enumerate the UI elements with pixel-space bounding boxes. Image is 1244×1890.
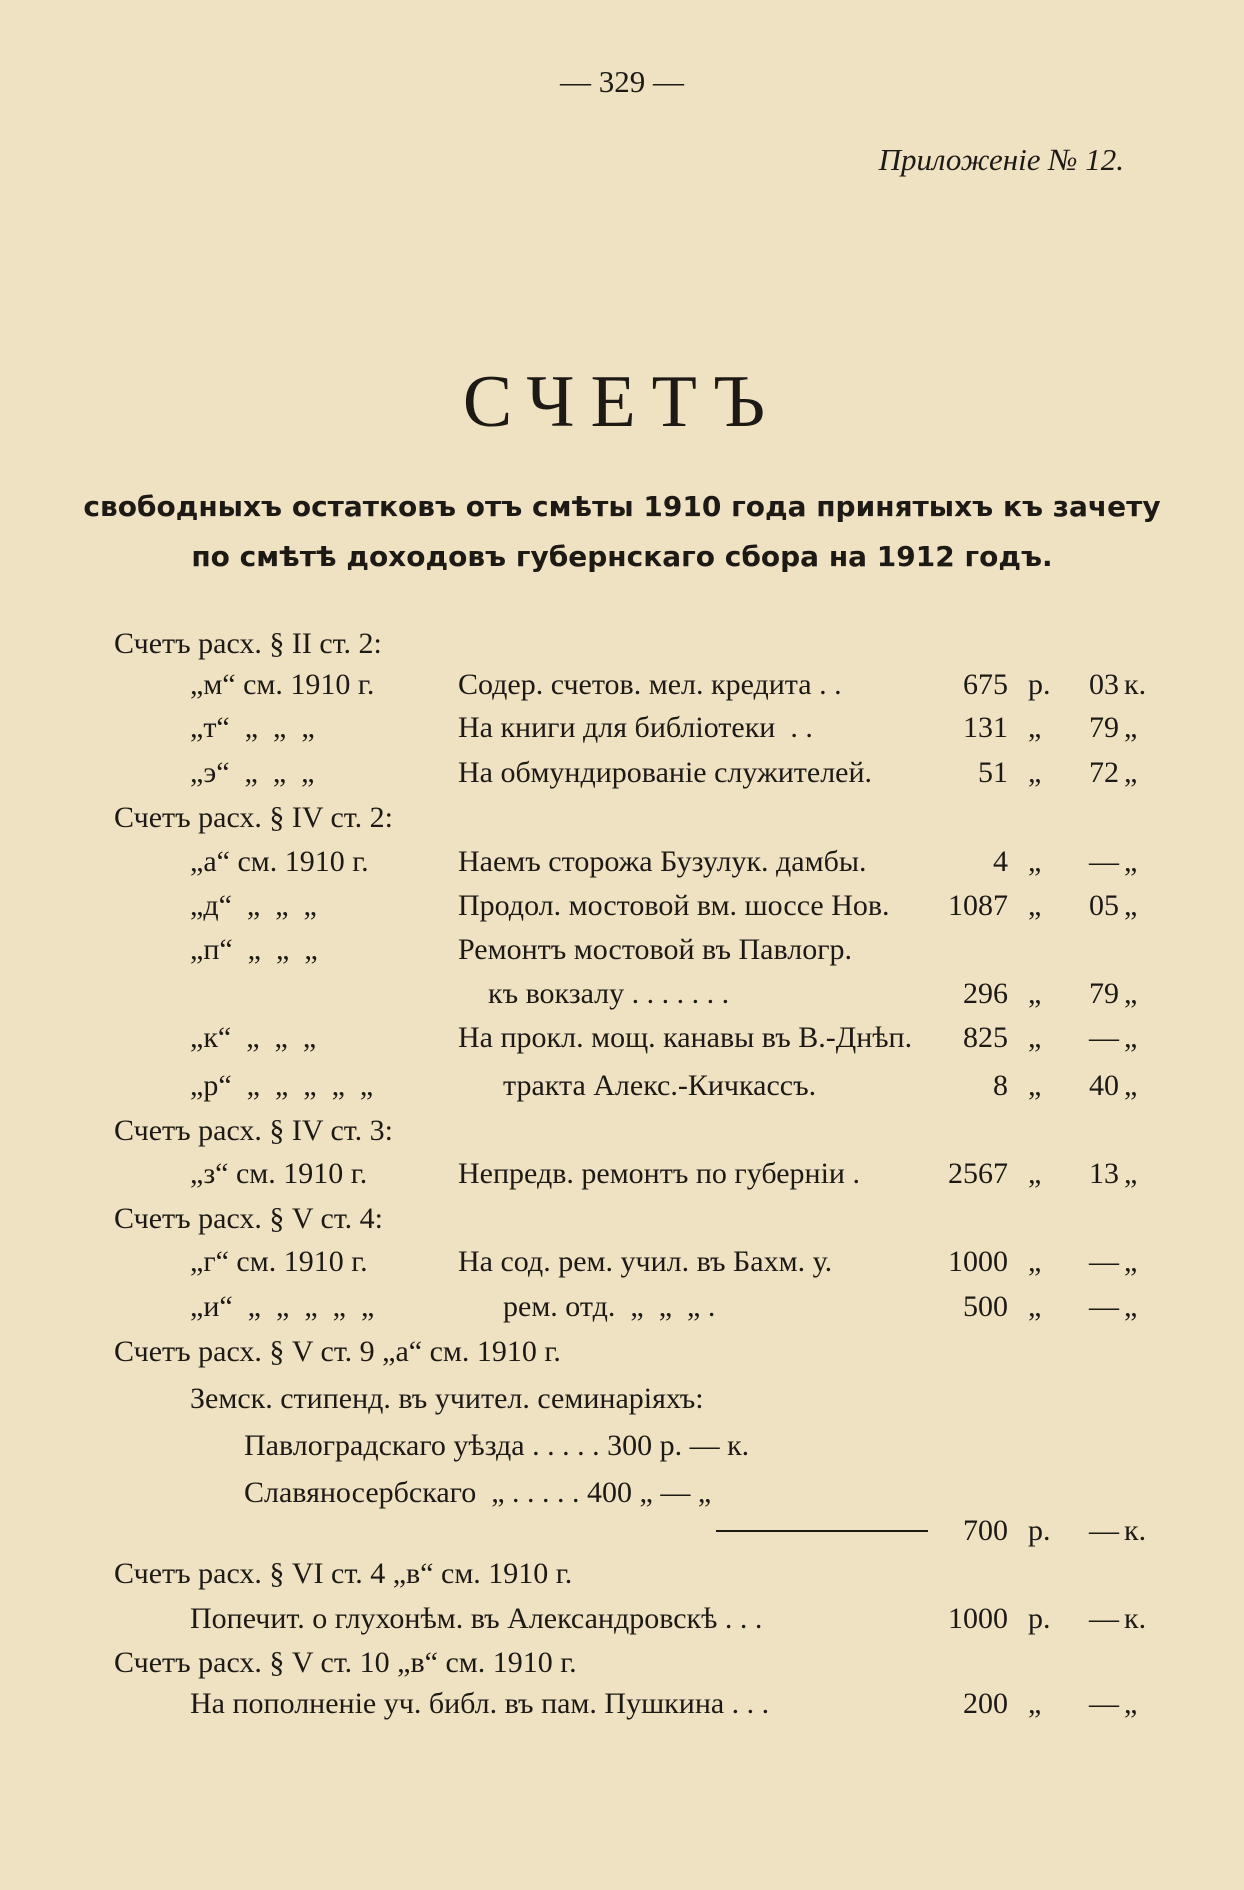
document-title: СЧЕТЪ — [462, 361, 782, 443]
entry-amount: 500 — [963, 1290, 1008, 1323]
kopecks-value: 13 — [1089, 1157, 1119, 1190]
kopecks-value: 03 — [1089, 668, 1119, 701]
kopecks-value: 79 — [1089, 711, 1119, 744]
subtitle-line-1: свободныхъ остатковъ отъ смѣты 1910 года принятыхъ къ зачету — [83, 490, 1161, 523]
entry-key: „т“ „ „ „ — [190, 711, 315, 744]
rubles-mark: „ — [1028, 711, 1042, 744]
account-heading: Счетъ расх. § IV ст. 3: — [114, 1114, 393, 1147]
entry-description: На пополненiе уч. библ. въ пам. Пушкина . . . — [190, 1687, 770, 1720]
kopecks-value: — — [1089, 1687, 1119, 1720]
kopecks-mark: „ — [1124, 1290, 1138, 1323]
entry-description: къ вокзалу . . . . . . . — [458, 977, 730, 1010]
kopecks-mark: „ — [1124, 711, 1138, 744]
subtotal-rule — [716, 1530, 928, 1532]
entry-amount: 4 — [993, 845, 1008, 878]
kopecks-mark: „ — [1124, 1687, 1138, 1720]
subentry: Славяносербскаго „ . . . . . 400 „ — „ — [244, 1476, 712, 1509]
entry-description: На книги для библiотеки . . — [458, 711, 813, 744]
account-heading: Счетъ расх. § V ст. 4: — [114, 1202, 384, 1235]
kopecks-value: 72 — [1089, 756, 1119, 789]
entry-description: Наемъ сторожа Бузулук. дамбы. — [458, 845, 867, 878]
entry-description: тракта Алекс.-Кичкассъ. — [458, 1069, 817, 1102]
entry-amount: 1000 — [948, 1602, 1008, 1635]
entry-amount: 1000 — [948, 1245, 1008, 1278]
rubles-mark: „ — [1028, 1157, 1042, 1190]
rubles-mark: р. — [1028, 1514, 1051, 1547]
account-heading: Счетъ расх. § IV ст. 2: — [114, 801, 393, 834]
rubles-mark: „ — [1028, 756, 1042, 789]
kopecks-value: — — [1089, 845, 1119, 878]
entry-amount: 2567 — [948, 1157, 1008, 1190]
entry-amount: 675 — [963, 668, 1008, 701]
entry-amount: 1087 — [948, 889, 1008, 922]
entry-amount: 200 — [963, 1687, 1008, 1720]
entry-key: „к“ „ „ „ — [190, 1021, 317, 1054]
entry-key: „з“ см. 1910 г. — [190, 1157, 368, 1190]
rubles-mark: „ — [1028, 889, 1042, 922]
rubles-mark: р. — [1028, 1602, 1051, 1635]
kopecks-mark: „ — [1124, 845, 1138, 878]
entry-key: „э“ „ „ „ — [190, 756, 315, 789]
account-heading: Счетъ расх. § V ст. 10 „в“ см. 1910 г. — [114, 1646, 577, 1679]
entry-description: Ремонтъ мостовой въ Павлогр. — [458, 933, 852, 966]
kopecks-value: — — [1089, 1514, 1119, 1547]
kopecks-mark: к. — [1124, 1514, 1147, 1547]
kopecks-mark: „ — [1124, 1069, 1138, 1102]
entry-description: Содер. счетов. мел. кредита . . — [458, 668, 842, 701]
entry-total: 700 — [963, 1514, 1008, 1547]
entry-key: „п“ „ „ „ — [190, 933, 318, 966]
entry-key: „г“ см. 1910 г. — [190, 1245, 368, 1278]
entry-key: „а“ см. 1910 г. — [190, 845, 369, 878]
entry-amount: 8 — [993, 1069, 1008, 1102]
kopecks-value: 05 — [1089, 889, 1119, 922]
appendix-label: Приложенiе № 12. — [878, 142, 1124, 177]
account-heading: Счетъ расх. § VI ст. 4 „в“ см. 1910 г. — [114, 1557, 573, 1590]
entry-description: На прокл. мощ. канавы въ В.-Днѣп. — [458, 1021, 913, 1054]
entry-amount: 131 — [963, 711, 1008, 744]
kopecks-mark: „ — [1124, 756, 1138, 789]
kopecks-mark: „ — [1124, 977, 1138, 1010]
rubles-mark: р. — [1028, 668, 1051, 701]
entry-description: На сод. рем. учил. въ Бахм. у. — [458, 1245, 833, 1278]
rubles-mark: „ — [1028, 1021, 1042, 1054]
entry-key: „м“ см. 1910 г. — [190, 668, 375, 701]
kopecks-mark: к. — [1124, 668, 1147, 701]
subtitle-line-2: по смѣтѣ доходовъ губернскаго сбора на 1912 годъ. — [191, 540, 1053, 573]
kopecks-value: 79 — [1089, 977, 1119, 1010]
kopecks-mark: „ — [1124, 1245, 1138, 1278]
kopecks-value: — — [1089, 1290, 1119, 1323]
entry-description: На обмундированiе служителей. — [458, 756, 873, 789]
entry-key: „р“ „ „ „ „ „ — [190, 1069, 374, 1102]
entry-description: Продол. мостовой вм. шоссе Нов. — [458, 889, 890, 922]
kopecks-mark: к. — [1124, 1602, 1147, 1635]
entry-description: Земск. стипенд. въ учител. семинарiяхъ: — [190, 1382, 704, 1415]
rubles-mark: „ — [1028, 977, 1042, 1010]
account-heading: Счетъ расх. § II ст. 2: — [114, 627, 382, 660]
entry-description: Попечит. о глухонѣм. въ Александровскѣ . . . — [190, 1602, 763, 1635]
entry-description: Непредв. ремонтъ по губернiи . — [458, 1157, 860, 1190]
kopecks-mark: „ — [1124, 889, 1138, 922]
entry-key: „д“ „ „ „ — [190, 889, 317, 922]
kopecks-value: — — [1089, 1245, 1119, 1278]
entry-key: „и“ „ „ „ „ „ — [190, 1290, 375, 1323]
rubles-mark: „ — [1028, 1687, 1042, 1720]
page-number: — 329 — — [560, 64, 684, 99]
rubles-mark: „ — [1028, 1245, 1042, 1278]
entry-amount: 51 — [978, 756, 1008, 789]
kopecks-value: — — [1089, 1021, 1119, 1054]
entry-amount: 825 — [963, 1021, 1008, 1054]
kopecks-value: 40 — [1089, 1069, 1119, 1102]
account-heading: Счетъ расх. § V ст. 9 „а“ см. 1910 г. — [114, 1335, 561, 1368]
entry-description: рем. отд. „ „ „ . — [458, 1290, 716, 1323]
rubles-mark: „ — [1028, 1069, 1042, 1102]
kopecks-mark: „ — [1124, 1021, 1138, 1054]
kopecks-mark: „ — [1124, 1157, 1138, 1190]
rubles-mark: „ — [1028, 1290, 1042, 1323]
kopecks-value: — — [1089, 1602, 1119, 1635]
subentry: Павлоградскаго уѣзда . . . . . 300 р. — к. — [244, 1429, 750, 1462]
rubles-mark: „ — [1028, 845, 1042, 878]
entry-amount: 296 — [963, 977, 1008, 1010]
